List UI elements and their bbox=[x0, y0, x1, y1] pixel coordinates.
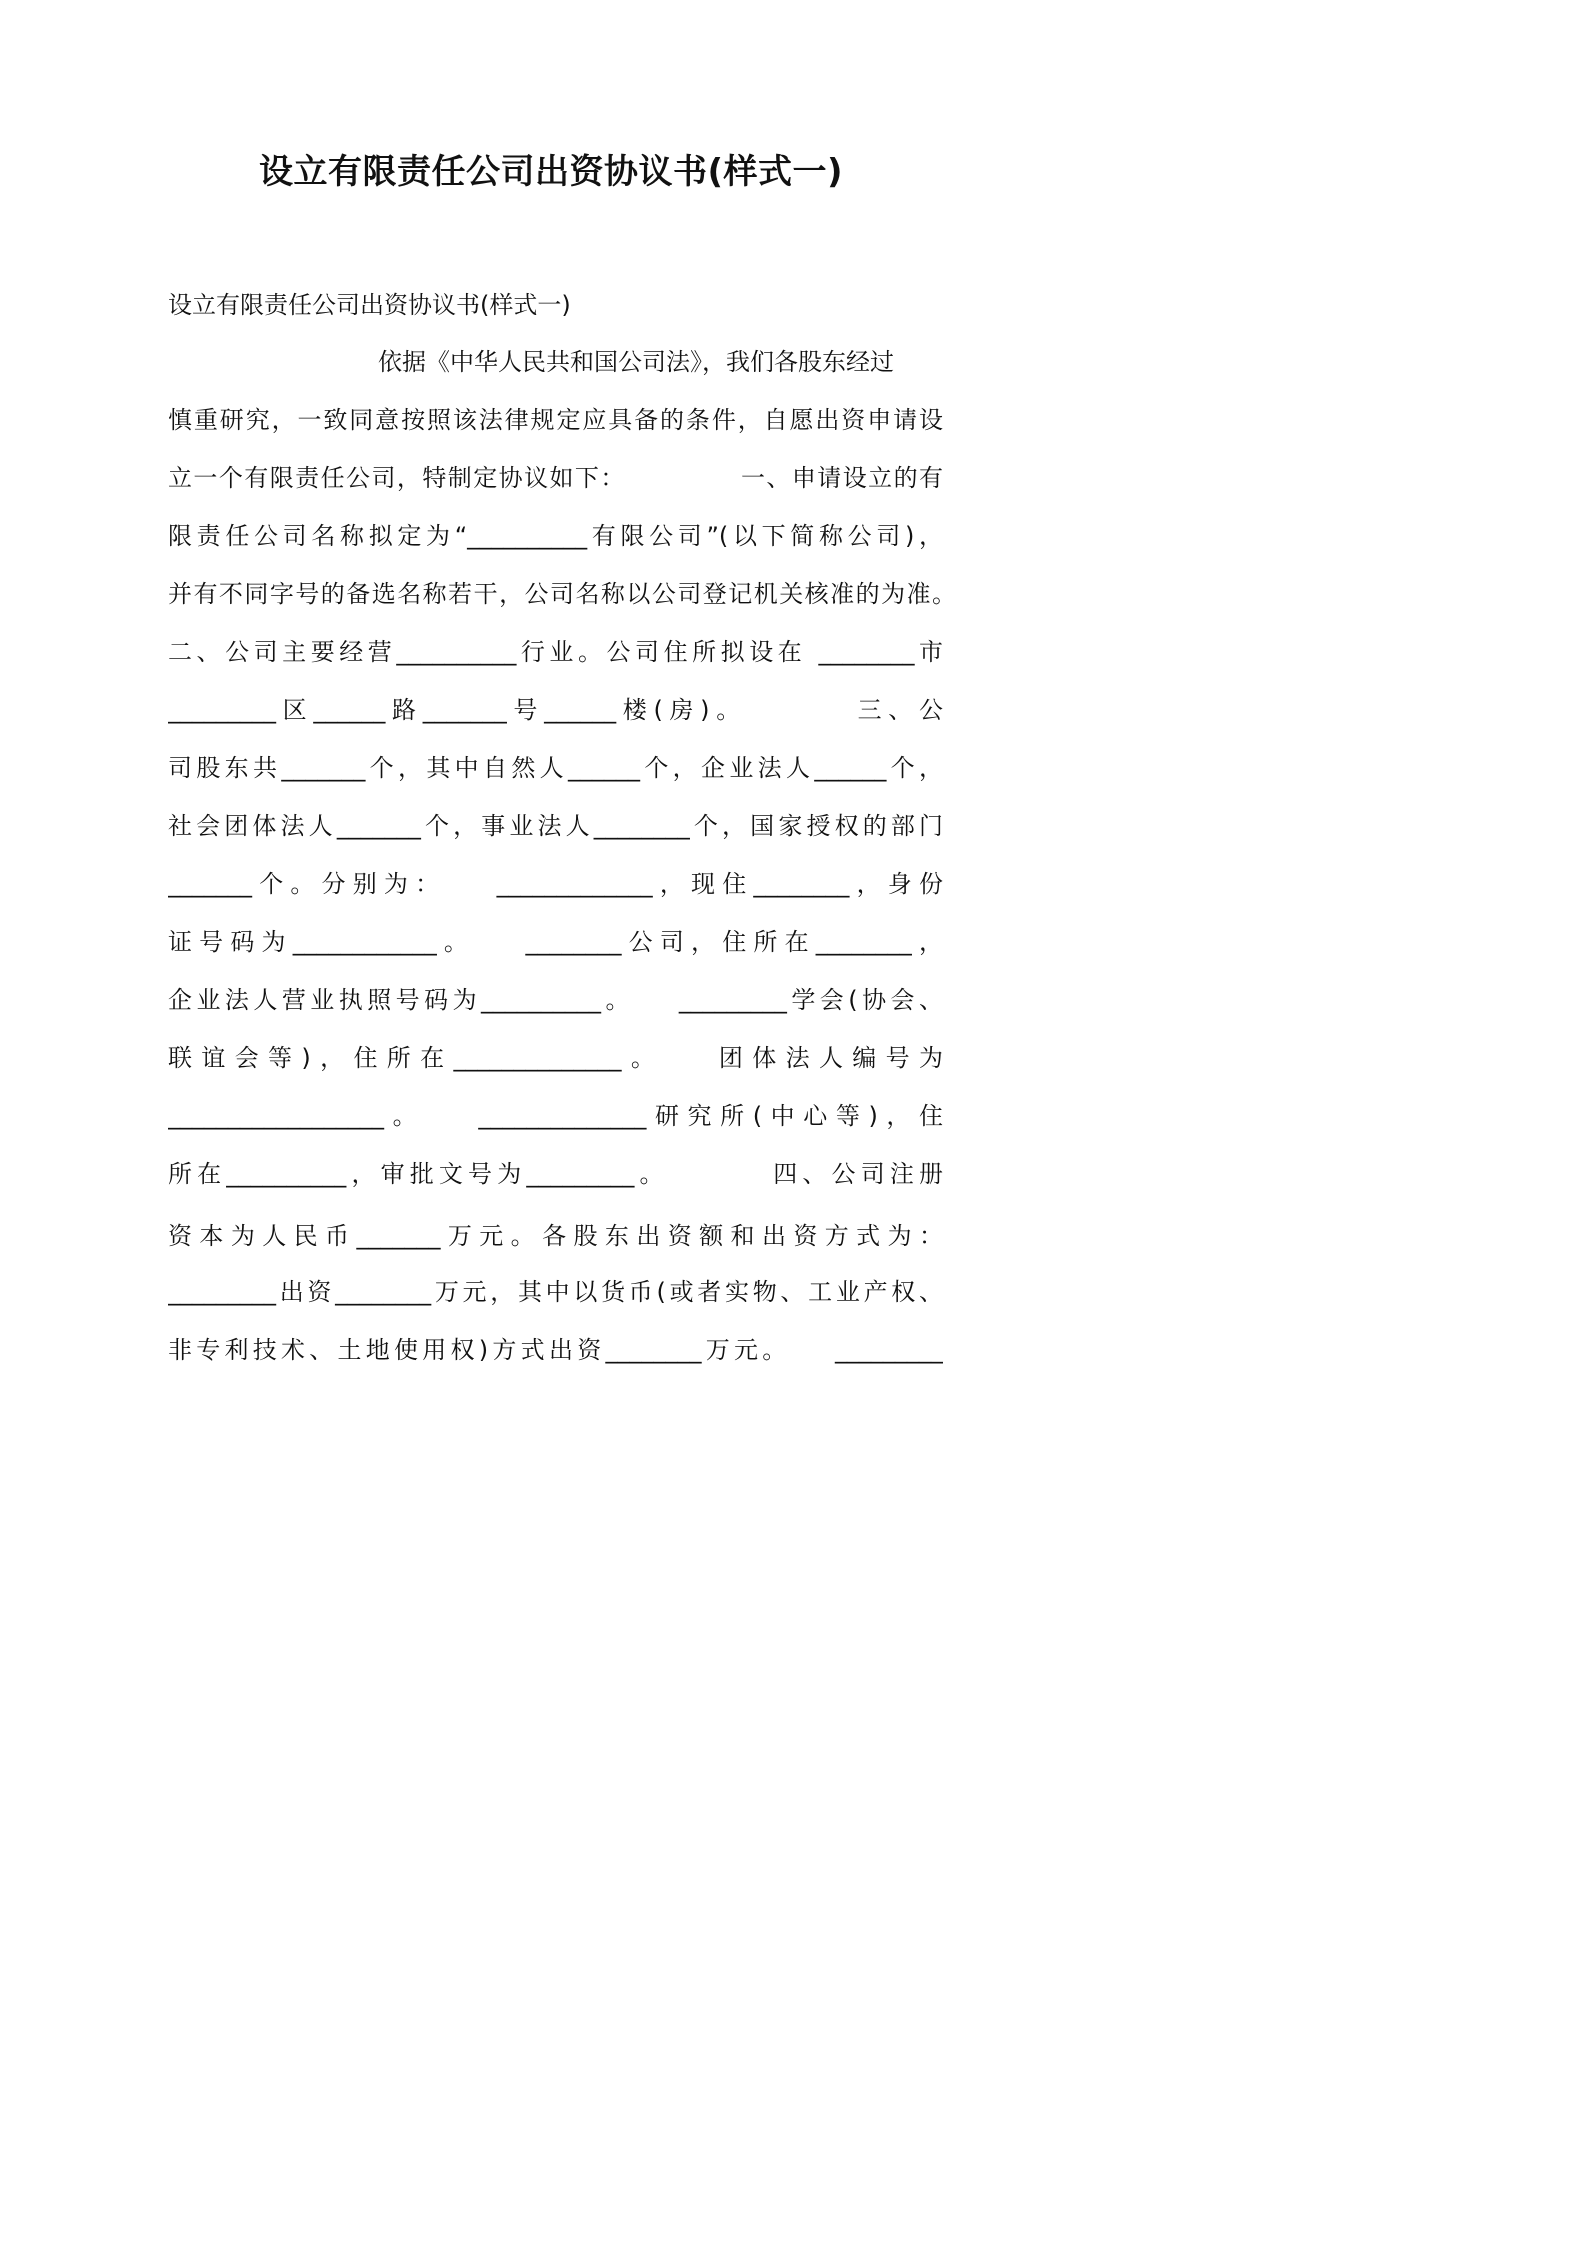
document-title: 设立有限责任公司出资协议书(样式一) bbox=[258, 152, 844, 192]
paragraph-line-15: 所在__________，审批文号为_________。 四、公司注册 bbox=[168, 1160, 943, 1188]
paragraph-line-18: 非专利技术、土地使用权)方式出资________万元。 _________ bbox=[168, 1336, 943, 1364]
paragraph-line-7: _________区______路_______号______楼(房)。 三、公 bbox=[168, 696, 943, 724]
document-subtitle: 设立有限责任公司出资协议书(样式一) bbox=[168, 291, 571, 319]
document-page bbox=[0, 0, 1102, 1558]
paragraph-line-3: 立一个有限责任公司，特制定协议如下： 一、申请设立的有 bbox=[168, 464, 943, 492]
paragraph-line-17: _________出资________万元，其中以货币(或者实物、工业产权、 bbox=[168, 1278, 943, 1306]
paragraph-line-6: 二、公司主要经营__________行业。公司住所拟设在 ________市 bbox=[168, 638, 943, 666]
paragraph-line-8: 司股东共_______个，其中自然人______个，企业法人______个， bbox=[168, 754, 943, 782]
paragraph-line-1: 依据《中华人民共和国公司法》，我们各股东经过 bbox=[378, 348, 894, 376]
paragraph-line-4: 限责任公司名称拟定为“__________有限公司”(以下简称公司)， bbox=[168, 522, 943, 550]
paragraph-line-9: 社会团体法人_______个，事业法人________个，国家授权的部门 bbox=[168, 812, 943, 840]
paragraph-line-13: 联谊会等)，住所在______________。 团体法人编号为 bbox=[168, 1044, 943, 1072]
paragraph-line-2: 慎重研究，一致同意按照该法律规定应具备的条件，自愿出资申请设 bbox=[168, 406, 943, 434]
paragraph-line-10: _______个。分别为： _____________，现住________，身份 bbox=[168, 870, 943, 898]
paragraph-line-16: 资本为人民币_______万元。各股东出资额和出资方式为： bbox=[168, 1222, 943, 1250]
paragraph-line-11: 证号码为____________。 ________公司，住所在________， bbox=[168, 928, 943, 956]
paragraph-line-14: __________________。 ______________研究所(中心等)，住 bbox=[168, 1102, 943, 1130]
paragraph-line-12: 企业法人营业执照号码为__________。 _________学会(协会、 bbox=[168, 986, 943, 1014]
paragraph-line-5: 并有不同字号的备选名称若干，公司名称以公司登记机关核准的为准。 bbox=[168, 580, 956, 608]
